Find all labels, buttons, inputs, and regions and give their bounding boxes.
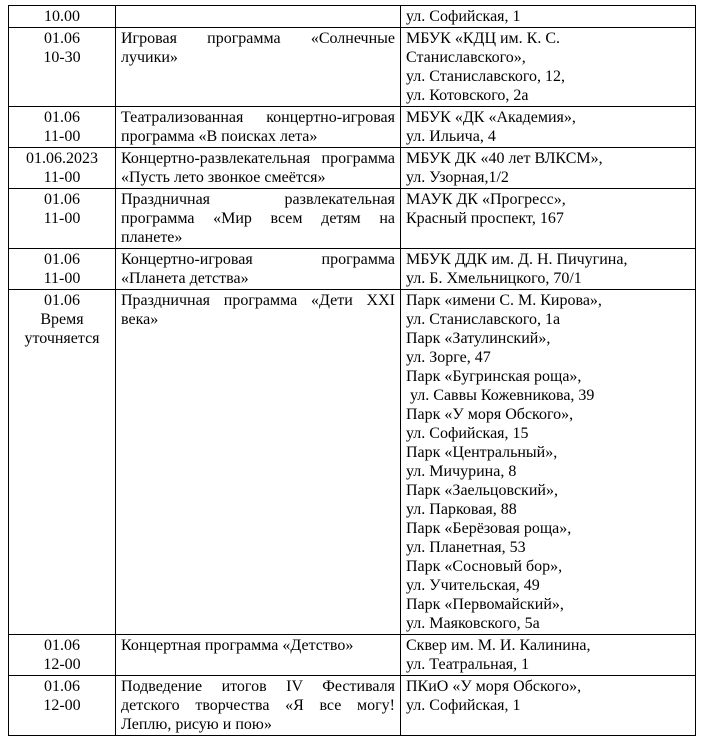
event-cell <box>116 635 401 676</box>
venue-text-line: Сквер им. М. И. Калинина, <box>406 637 591 654</box>
events-schedule-table <box>8 5 696 736</box>
venue-text-line: МБУК «КДЦ им. К. С. <box>406 30 561 47</box>
time-text: 01.06 <box>44 678 80 695</box>
time-text: 11-00 <box>43 128 81 145</box>
venue-text-line: ул. Софийская, 1 <box>406 8 521 25</box>
time-text: 11-00 <box>43 210 81 227</box>
venue-text-line: ул. Парковая, 88 <box>406 501 517 518</box>
event-text-line: Праздничная программа «Дети XXI <box>121 292 395 309</box>
table-row <box>9 635 696 676</box>
venue-text-line: ул. Театральная, 1 <box>406 656 530 673</box>
venue-cell <box>401 107 696 148</box>
event-cell <box>116 189 401 249</box>
venue-text-line: Парк «Бугринская роща», <box>406 368 582 385</box>
event-cell <box>116 290 401 635</box>
venue-text-line: ул. Станиславского, 1а <box>406 311 561 328</box>
venue-text-line: Красный проспект, 167 <box>406 210 564 227</box>
table-row <box>9 189 696 249</box>
event-text-line: лучики» <box>121 49 178 66</box>
time-text: Время уточняется <box>24 311 100 347</box>
event-text-line: Праздничная развлекательная <box>121 191 395 208</box>
table-row <box>9 290 696 635</box>
time-cell <box>9 148 116 189</box>
event-text-line: программа «В поисках лета» <box>121 128 318 145</box>
venue-text-line: Парк «Сосновый бор», <box>406 558 563 575</box>
event-text-line: Концертно-развлекательная программа <box>121 150 395 167</box>
venue-text-line: Станиславского», <box>406 49 526 66</box>
venue-text-line: Парк «Заельцовский», <box>406 482 558 499</box>
time-text: 11-00 <box>43 169 81 186</box>
venue-text-line: Парк «У моря Обского», <box>406 406 574 423</box>
venue-text-line: ул. Ильича, 4 <box>406 128 496 145</box>
time-text: 10-30 <box>43 49 81 66</box>
venue-text-line: ул. Б. Хмельницкого, 70/1 <box>406 270 582 287</box>
table-row <box>9 676 696 736</box>
event-text-line: «Пусть лето звонкое смеётся» <box>121 169 326 186</box>
time-text: 01.06 <box>44 191 80 208</box>
venue-cell <box>401 249 696 290</box>
event-text-line: Концертно-игровая программа <box>121 251 395 268</box>
time-text: 01.06 <box>44 251 80 268</box>
event-text-line: «Планета детства» <box>121 270 249 287</box>
venue-cell <box>401 676 696 736</box>
event-text-line: века» <box>121 311 159 328</box>
venue-text-line: Парк «Первомайский», <box>406 596 564 613</box>
venue-text-line: ул. Софийская, 1 <box>406 697 521 714</box>
event-text-line: Леплю, рисую и пою» <box>121 716 272 733</box>
venue-text-line: ул. Котовского, 2а <box>406 87 529 104</box>
table-row <box>9 28 696 107</box>
venue-cell <box>401 28 696 107</box>
event-cell <box>116 28 401 107</box>
time-text: 10.00 <box>44 8 80 25</box>
event-cell <box>116 249 401 290</box>
time-text: 11-00 <box>43 270 81 287</box>
table-row <box>9 148 696 189</box>
event-text-line: детского творчества «Я все могу! <box>121 697 395 714</box>
venue-text-line: Парк «Берёзовая роща», <box>406 520 572 537</box>
event-text-line: Подведение итогов IV Фестиваля <box>121 678 395 695</box>
event-cell <box>116 107 401 148</box>
venue-text-line: ул. Учительская, 49 <box>406 577 540 594</box>
event-text-line: Театрализованная концертно-игровая <box>121 109 395 126</box>
table-row <box>9 107 696 148</box>
time-cell <box>9 249 116 290</box>
venue-cell <box>401 6 696 28</box>
schedule-table-body <box>9 6 696 736</box>
venue-text-line: МАУК ДК «Прогресс», <box>406 191 566 208</box>
venue-cell <box>401 635 696 676</box>
venue-text-line: МБУК ДК «40 лет ВЛКСМ», <box>406 150 603 167</box>
time-cell <box>9 635 116 676</box>
event-cell <box>116 6 401 28</box>
venue-text-line: Парк «Центральный», <box>406 444 558 461</box>
event-cell <box>116 148 401 189</box>
time-cell <box>9 6 116 28</box>
table-row <box>9 249 696 290</box>
time-cell <box>9 676 116 736</box>
venue-text-line: ул. Узорная,1/2 <box>406 169 509 186</box>
time-text: 01.06.2023 <box>26 150 98 167</box>
venue-text-line: МБУК ДДК им. Д. Н. Пичугина, <box>406 251 628 268</box>
event-text-line: планете» <box>121 229 183 246</box>
table-row <box>9 6 696 28</box>
venue-text-line: ул. Софийская, 15 <box>406 425 529 442</box>
time-text: 01.06 <box>44 30 80 47</box>
venue-text-line: МБУК «ДК «Академия», <box>406 109 576 126</box>
event-text-line: программа «Мир всем детям на <box>121 210 395 227</box>
event-cell <box>116 676 401 736</box>
venue-text-line: Парк «имени С. М. Кирова», <box>406 292 602 309</box>
venue-text-line: ПКиО «У моря Обского», <box>406 678 582 695</box>
time-text: 01.06 <box>44 109 80 126</box>
time-cell <box>9 290 116 635</box>
time-cell <box>9 107 116 148</box>
venue-cell <box>401 189 696 249</box>
venue-text-line: ул. Мичурина, 8 <box>406 463 517 480</box>
venue-text-line: ул. Станиславского, 12, <box>406 68 566 85</box>
venue-text-line: ул. Маяковского, 5а <box>406 615 540 632</box>
time-text: 01.06 <box>44 637 80 654</box>
venue-text-line: Парк «Затулинский», <box>406 330 551 347</box>
venue-cell <box>401 290 696 635</box>
time-text: 01.06 <box>44 292 80 309</box>
venue-text-line: ул. Планетная, 53 <box>406 539 526 556</box>
time-text: 12-00 <box>43 697 81 714</box>
time-cell <box>9 189 116 249</box>
venue-text-line: ул. Зорге, 47 <box>406 349 491 366</box>
time-text: 12-00 <box>43 656 81 673</box>
time-cell <box>9 28 116 107</box>
event-text-line: Игровая программа «Солнечные <box>121 30 395 47</box>
venue-cell <box>401 148 696 189</box>
venue-text-line: ул. Саввы Кожевникова, 39 <box>406 387 595 404</box>
event-text-line: Концертная программа «Детство» <box>121 637 354 654</box>
